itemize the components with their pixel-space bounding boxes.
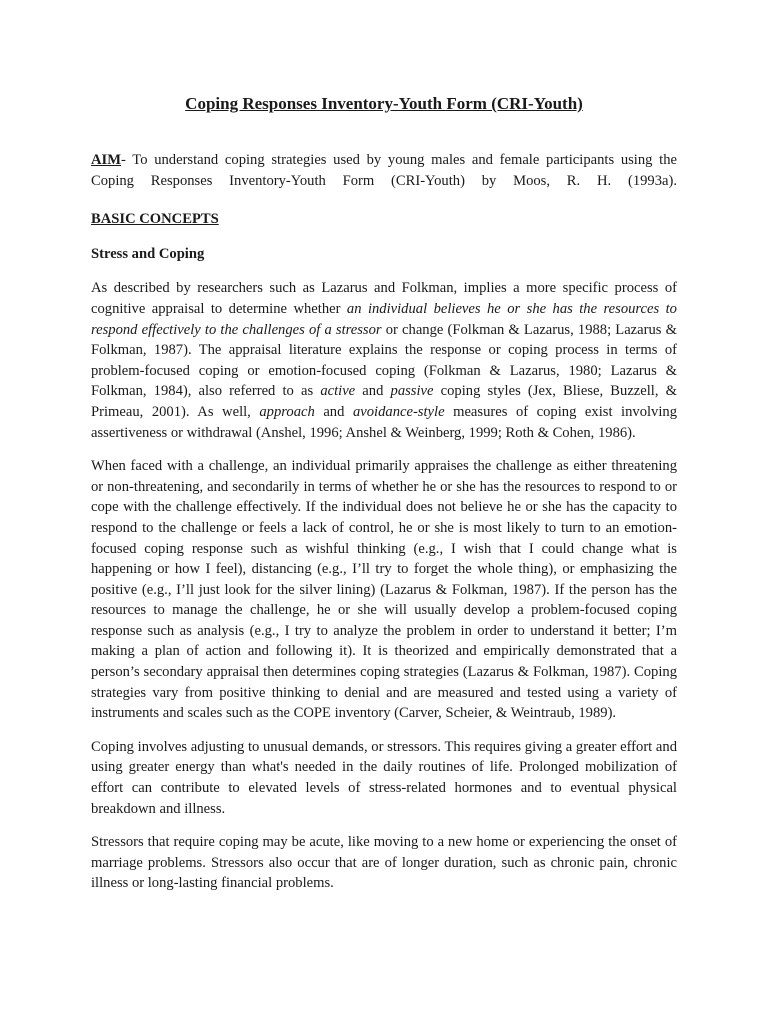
paragraph-1-italic: an individual believes he or she has the resources to respond effectively to the challenges of a stressor — [91, 300, 677, 338]
document-body — [91, 150, 677, 894]
paragraph-1-text: and — [355, 383, 391, 400]
document-title: Coping Responses Inventory-Youth Form (CRI-Youth) — [185, 94, 583, 113]
paragraph-1-text: measures of coping exist involving assertiveness or withdrawal (Anshel, 1996; Anshel & Weinberg, 1999; Roth & Cohen, 1986). — [91, 403, 677, 441]
paragraph-1-text: coping styles (Jex, Bliese, Buzzell, & Primeau, 2001). As well, — [91, 383, 678, 420]
aim-text: - To understand coping strategies used by young males and female participants using the Coping Responses Inventory-Youth Form (CRI-Youth) by Moos, R. H. (1993a). — [91, 152, 677, 189]
paragraph-1-italic: active — [320, 383, 356, 400]
paragraph-1 — [91, 278, 677, 443]
paragraph-2: When faced with a challenge, an individual primarily appraises the challenge as either threatening or non-threatening, and secondarily in terms of whether he or she has the resources to respond to or cope with the challenge effectively. If the individual does not believe he or she has the capacity to respond to the challenge or feels a lack of control, he or she is most likely to turn to an emotion-focused coping response such as wishful thinking (e.g., I wish that I could change what is happening or how I feel), distancing (e.g., I’ll try to forget the whole thing), or emphasizing the positive (e.g., I’ll just look for the silver lining) (Lazarus & Folkman, 1987). If the person has the resources to manage the challenge, he or she will usually develop a problem-focused coping response such as analysis (e.g., I try to analyze the problem in order to understand it better; I’m making a plan of action and following it). It is theorized and empirically demonstrated that a person’s secondary appraisal then determines coping strategies (Lazarus & Folkman, 1987). Coping strategies vary from positive thinking to denial and are measured and tested using a variety of instruments and scales such as the COPE inventory (Carver, Scheier, & Weintraub, 1989). — [91, 458, 677, 722]
paragraph-4: Stressors that require coping may be acute, like moving to a new home or experiencing the onset of marriage problems. Stressors also occur that are of longer duration, such as chronic pain, chronic illness or long-lasting financial problems. — [91, 834, 677, 892]
aim-paragraph — [91, 150, 677, 191]
paragraph-1-text: As described by researchers such as Lazarus and Folkman, implies a more specific process of cognitive appraisal to determine whether — [91, 280, 677, 317]
aim-label: AIM — [91, 152, 121, 168]
section-heading: BASIC CONCEPTS — [91, 211, 219, 228]
paragraph-3: Coping involves adjusting to unusual demands, or stressors. This requires giving a greater effort and using greater energy than what's needed in the daily routines of life. Prolonged mobilization of effort can contribute to elevated levels of stress-related hormones and to eventual physical breakdown and illness. — [91, 738, 677, 817]
subheading: Stress and Coping — [91, 245, 205, 262]
paragraph-1-italic: avoidance-style — [352, 403, 445, 420]
paragraph-1-text: and — [314, 403, 353, 420]
paragraph-1-text: or change (Folkman & Lazarus, 1988; Lazarus & Folkman, 1987). The appraisal literature explains the response or coping process in terms of problem-focused coping or emotion-focused coping (Folkman & Lazarus, 1980; Lazarus & Folkman, 1984), also referred to as — [91, 321, 677, 400]
paragraph-1-italic: passive — [390, 383, 434, 400]
paragraph-1-italic: approach — [259, 403, 315, 420]
